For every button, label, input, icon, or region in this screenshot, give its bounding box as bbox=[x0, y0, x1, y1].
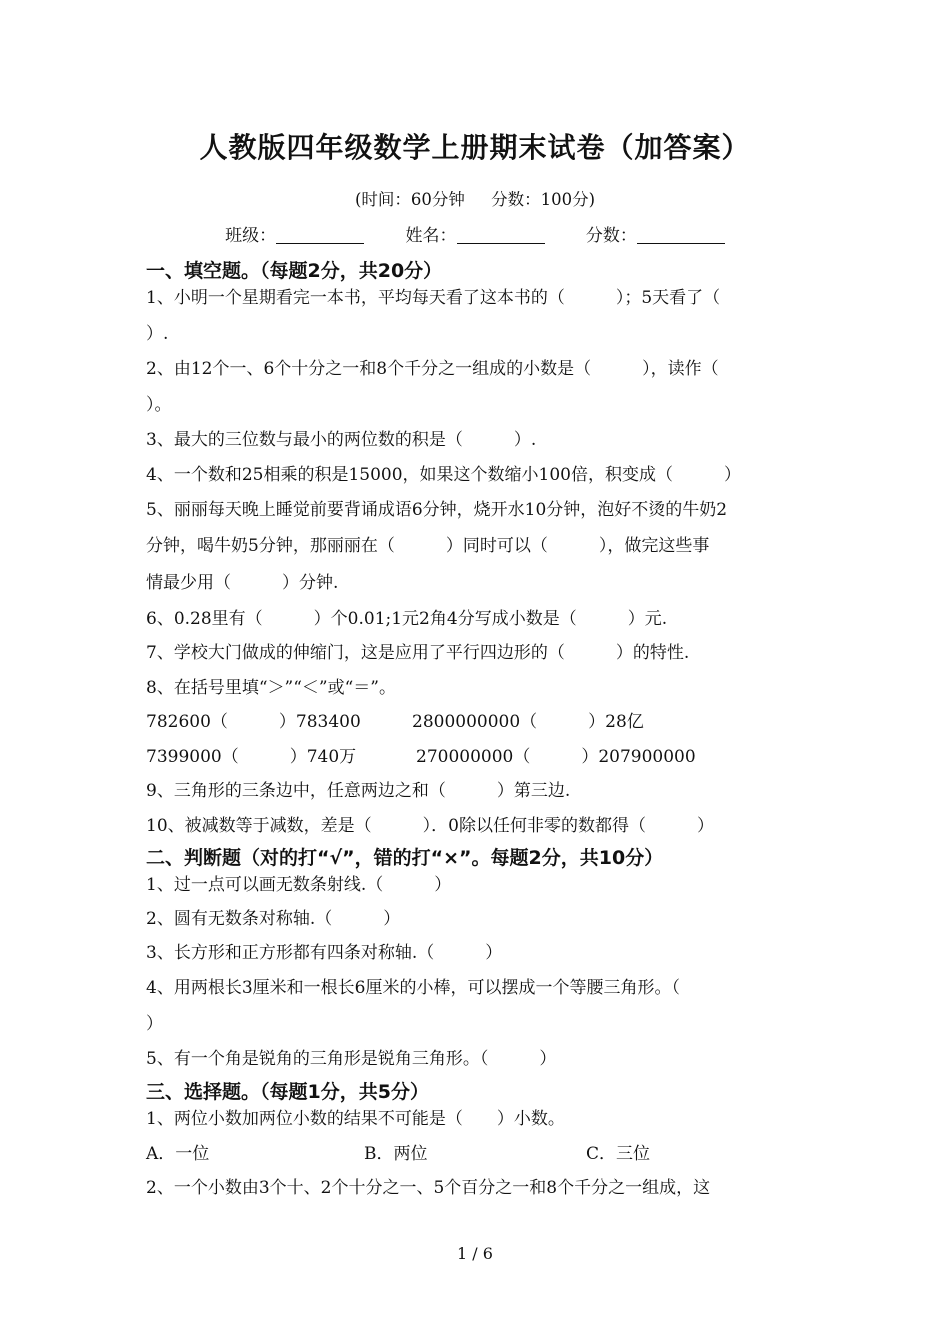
question-line: 5、丽丽每天晚上睡觉前要背诵成语6分钟，烧开水10分钟，泡好不烫的牛奶2 bbox=[146, 500, 728, 520]
question-line: 3、长方形和正方形都有四条对称轴.（ ） bbox=[146, 943, 503, 963]
question-line: ） bbox=[146, 1014, 163, 1034]
question-line: 1、两位小数加两位小数的结果不可能是（ ）小数。 bbox=[146, 1109, 565, 1129]
score-field: 分数： bbox=[586, 221, 725, 246]
name-field: 姓名： bbox=[406, 221, 545, 246]
question-line: 2、圆有无数条对称轴.（ ） bbox=[146, 909, 401, 929]
student-info-fields bbox=[0, 221, 950, 246]
question-line: 10、被减数等于减数，差是（ ）．0除以任何非零的数都得（ ） bbox=[146, 816, 714, 836]
compare-item: 270000000（ ）207900000 bbox=[416, 747, 696, 767]
question-line: 8、在括号里填“＞”“＜”或“＝”。 bbox=[146, 678, 396, 698]
page-title: 人教版四年级数学上册期末试卷（加答案） bbox=[199, 131, 751, 164]
question-line: 4、一个数和25相乘的积是15000，如果这个数缩小100倍，积变成（ ） bbox=[146, 465, 741, 485]
question-line: 9、三角形的三条边中，任意两边之和（ ）第三边. bbox=[146, 781, 571, 801]
section-heading-fill-blank: 一、填空题。（每题2分，共20分） bbox=[146, 260, 443, 282]
question-line: 3、最大的三位数与最小的两位数的积是（ ）. bbox=[146, 430, 537, 450]
compare-item: 782600（ ）783400 bbox=[146, 712, 361, 732]
question-line: 7、学校大门做成的伸缩门，这是应用了平行四边形的（ ）的特性. bbox=[146, 643, 690, 663]
choice-option-b: B．两位 bbox=[364, 1144, 428, 1164]
class-field: 班级： bbox=[225, 221, 364, 246]
section-heading-multiple-choice: 三、选择题。（每题1分，共5分） bbox=[146, 1081, 429, 1103]
question-line: 情最少用（ ）分钟. bbox=[146, 573, 339, 593]
class-blank[interactable] bbox=[276, 227, 364, 244]
choice-option-a: A．一位 bbox=[146, 1144, 210, 1164]
section-heading-true-false: 二、判断题（对的打“√”，错的打“×”。每题2分，共10分） bbox=[146, 847, 664, 869]
question-line: 2、一个小数由3个十、2个十分之一、5个百分之一和8个千分之一组成，这 bbox=[146, 1178, 711, 1198]
question-line: 6、0.28里有（ ）个0.01;1元2角4分写成小数是（ ）元. bbox=[146, 609, 668, 629]
page-number: 1 / 6 bbox=[457, 1244, 493, 1263]
question-line: ）. bbox=[146, 324, 169, 344]
choice-option-c: C．三位 bbox=[586, 1144, 651, 1164]
name-blank[interactable] bbox=[457, 227, 545, 244]
question-line: ）。 bbox=[146, 395, 172, 415]
question-line: 1、过一点可以画无数条射线.（ ） bbox=[146, 875, 452, 895]
question-line: 1、小明一个星期看完一本书，平均每天看了这本书的（ ）；5天看了（ bbox=[146, 288, 721, 308]
question-line: 5、有一个角是锐角的三角形是锐角三角形。（ ） bbox=[146, 1049, 557, 1069]
question-line: 2、由12个一、6个十分之一和8个千分之一组成的小数是（ ），读作（ bbox=[146, 359, 719, 379]
score-blank[interactable] bbox=[637, 227, 725, 244]
question-line: 分钟，喝牛奶5分钟，那丽丽在（ ）同时可以（ ），做完这些事 bbox=[146, 536, 710, 556]
exam-meta: (时间：60分钟 分数：100分) bbox=[354, 190, 596, 209]
question-line: 4、用两根长3厘米和一根长6厘米的小棒，可以摆成一个等腰三角形。（ bbox=[146, 978, 680, 998]
compare-item: 7399000（ ）740万 bbox=[146, 747, 357, 767]
compare-item: 2800000000（ ）28亿 bbox=[412, 712, 644, 732]
